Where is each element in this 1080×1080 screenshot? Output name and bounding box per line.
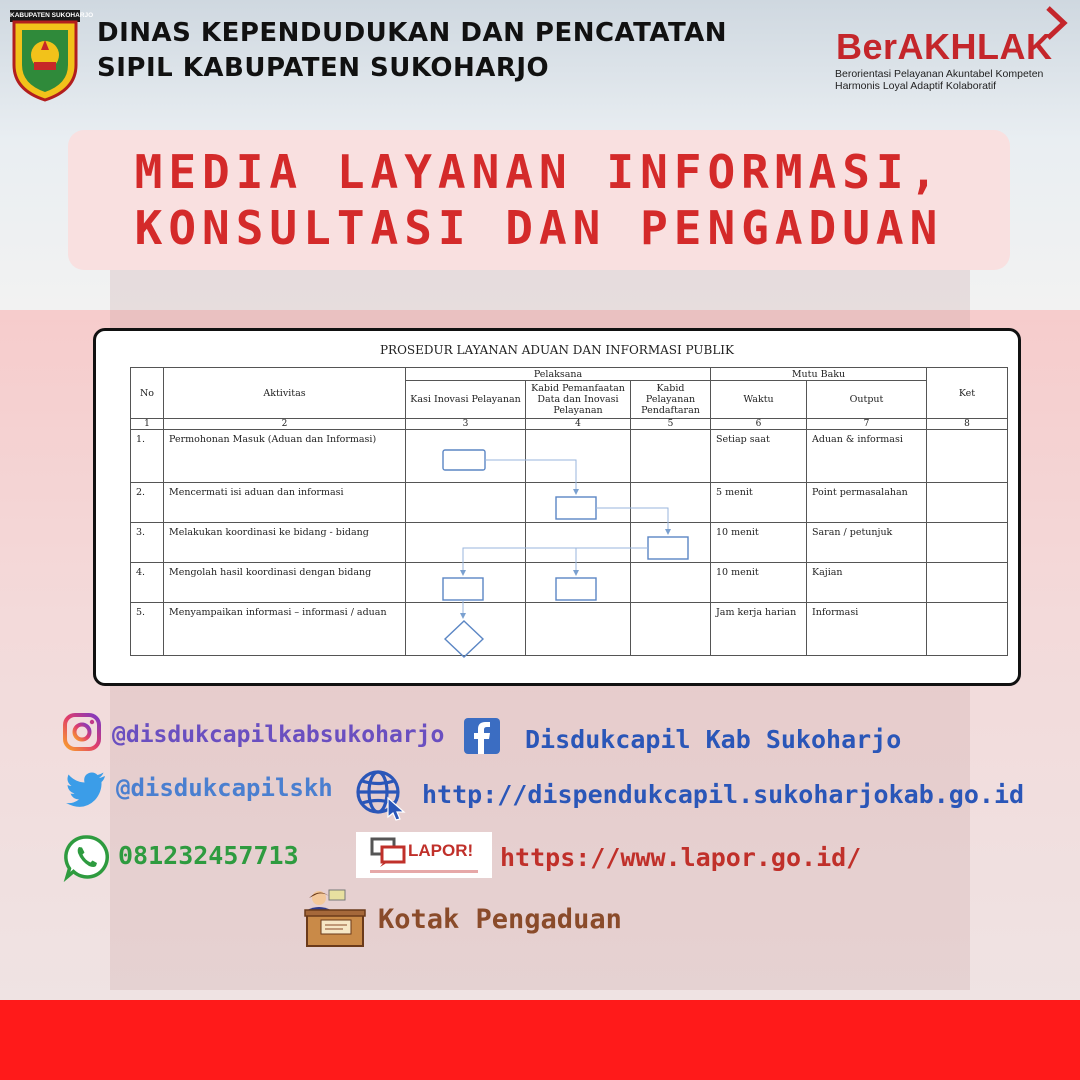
header-output: Output: [807, 381, 927, 419]
agency-title-line1: DINAS KEPENDUDUKAN DAN PENCATATAN: [97, 18, 728, 48]
page-title-line1: MEDIA LAYANAN INFORMASI,: [134, 145, 944, 199]
cell-kasi: [406, 563, 526, 603]
berakhlak-logo: [832, 6, 1072, 96]
whatsapp-icon[interactable]: [64, 834, 110, 880]
cell-kabid-pemanfaatan: [526, 483, 631, 523]
cell-kabid-pendaftaran: [631, 523, 711, 563]
header-aktivitas: Aktivitas: [164, 368, 406, 419]
row-aktivitas: Melakukan koordinasi ke bidang - bidang: [164, 523, 406, 563]
row-output: Informasi: [807, 603, 927, 656]
complaint-box-icon[interactable]: [303, 888, 367, 948]
facebook-page-name[interactable]: Disdukcapil Kab Sukoharjo: [525, 725, 902, 754]
berakhlak-tagline-line2: Harmonis Loyal Adaptif Kolaboratif: [835, 80, 997, 92]
row-output: Point permasalahan: [807, 483, 927, 523]
lapor-logo-underline: [370, 870, 478, 873]
complaint-box-label[interactable]: Kotak Pengaduan: [378, 904, 622, 935]
column-number-row: [131, 419, 1008, 430]
twitter-handle[interactable]: @disdukcapilskh: [116, 774, 333, 802]
cell-kasi: [406, 523, 526, 563]
header-no: No: [131, 368, 164, 419]
instagram-handle[interactable]: @disdukcapilkabsukoharjo: [112, 722, 445, 748]
whatsapp-number[interactable]: 081232457713: [118, 841, 299, 870]
cell-kabid-pendaftaran: [631, 483, 711, 523]
page-title: [68, 144, 1010, 256]
row-aktivitas: Permohonan Masuk (Aduan dan Informasi): [164, 430, 406, 483]
logo-text: KABUPATEN SUKOHARJO: [10, 12, 94, 19]
berakhlak-tagline-line1: Berorientasi Pelayanan Akuntabel Kompeten: [835, 68, 1044, 80]
chat-bubble-icon: [370, 837, 408, 867]
row-waktu: 10 menit: [711, 563, 807, 603]
chevron-right-icon: [1044, 6, 1070, 40]
sukoharjo-emblem-logo: [10, 10, 94, 102]
table-row: [131, 430, 1008, 483]
row-no: 3.: [131, 523, 164, 563]
bottom-red-bar: [0, 1000, 1080, 1080]
row-waktu: Jam kerja harian: [711, 603, 807, 656]
berakhlak-word: BerAKHLAK: [836, 26, 1053, 67]
row-output: Saran / petunjuk: [807, 523, 927, 563]
globe-icon[interactable]: [354, 768, 408, 820]
cell-kabid-pemanfaatan: [526, 523, 631, 563]
cell-ket: [927, 483, 1008, 523]
title-banner: [68, 130, 1010, 270]
header-pelaksana: Pelaksana: [406, 368, 711, 381]
row-output: Kajian: [807, 563, 927, 603]
row-output: Aduan & informasi: [807, 430, 927, 483]
procedure-document: [93, 328, 1021, 686]
header-waktu: Waktu: [711, 381, 807, 419]
instagram-icon[interactable]: [62, 712, 102, 752]
table-row: [131, 603, 1008, 656]
procedure-table: [130, 367, 1008, 656]
row-waktu: 10 menit: [711, 523, 807, 563]
agency-title-line2: SIPIL KABUPATEN SUKOHARJO: [97, 53, 550, 83]
column-number: 7: [807, 419, 927, 430]
cell-kasi: [406, 430, 526, 483]
row-no: 2.: [131, 483, 164, 523]
header-ket: Ket: [927, 368, 1008, 419]
row-no: 4.: [131, 563, 164, 603]
column-number: 4: [526, 419, 631, 430]
lapor-link[interactable]: https://www.lapor.go.id/: [500, 843, 862, 872]
cell-kabid-pemanfaatan: [526, 603, 631, 656]
cell-ket: [927, 523, 1008, 563]
lapor-logo-text: LAPOR!: [408, 841, 474, 860]
header-kasi: Kasi Inovasi Pelayanan: [406, 381, 526, 419]
column-number: 3: [406, 419, 526, 430]
lapor-logo[interactable]: [356, 832, 492, 878]
website-link[interactable]: http://dispendukcapil.sukoharjokab.go.id: [422, 780, 1025, 809]
header-kabid-pemanfaatan: Kabid Pemanfaatan Data dan Inovasi Pelayanan: [526, 381, 631, 419]
cell-kabid-pendaftaran: [631, 430, 711, 483]
cell-kasi: [406, 483, 526, 523]
row-no: 1.: [131, 430, 164, 483]
row-aktivitas: Mencermati isi aduan dan informasi: [164, 483, 406, 523]
row-aktivitas: Menyampaikan informasi – informasi / aduan: [164, 603, 406, 656]
table-row: [131, 483, 1008, 523]
column-number: 1: [131, 419, 164, 430]
header-kabid-pendaftaran: Kabid Pelayanan Pendaftaran: [631, 381, 711, 419]
header-mutu-baku: Mutu Baku: [711, 368, 927, 381]
row-aktivitas: Mengolah hasil koordinasi dengan bidang: [164, 563, 406, 603]
cell-ket: [927, 430, 1008, 483]
agency-title: [97, 16, 727, 86]
row-waktu: 5 menit: [711, 483, 807, 523]
row-waktu: Setiap saat: [711, 430, 807, 483]
column-number: 2: [164, 419, 406, 430]
document-heading: PROSEDUR LAYANAN ADUAN DAN INFORMASI PUBLIK: [379, 343, 735, 357]
column-number: 8: [927, 419, 1008, 430]
cell-ket: [927, 563, 1008, 603]
cell-kabid-pendaftaran: [631, 563, 711, 603]
cell-kasi: [406, 603, 526, 656]
cell-kabid-pendaftaran: [631, 603, 711, 656]
twitter-icon[interactable]: [66, 772, 106, 806]
cell-kabid-pemanfaatan: [526, 430, 631, 483]
column-number: 6: [711, 419, 807, 430]
cell-kabid-pemanfaatan: [526, 563, 631, 603]
berakhlak-tagline: [835, 68, 1043, 92]
table-row: [131, 523, 1008, 563]
facebook-icon[interactable]: [464, 718, 500, 754]
table-row: [131, 563, 1008, 603]
cell-ket: [927, 603, 1008, 656]
column-number: 5: [631, 419, 711, 430]
row-no: 5.: [131, 603, 164, 656]
page-title-line2: KONSULTASI DAN PENGADUAN: [134, 201, 944, 255]
